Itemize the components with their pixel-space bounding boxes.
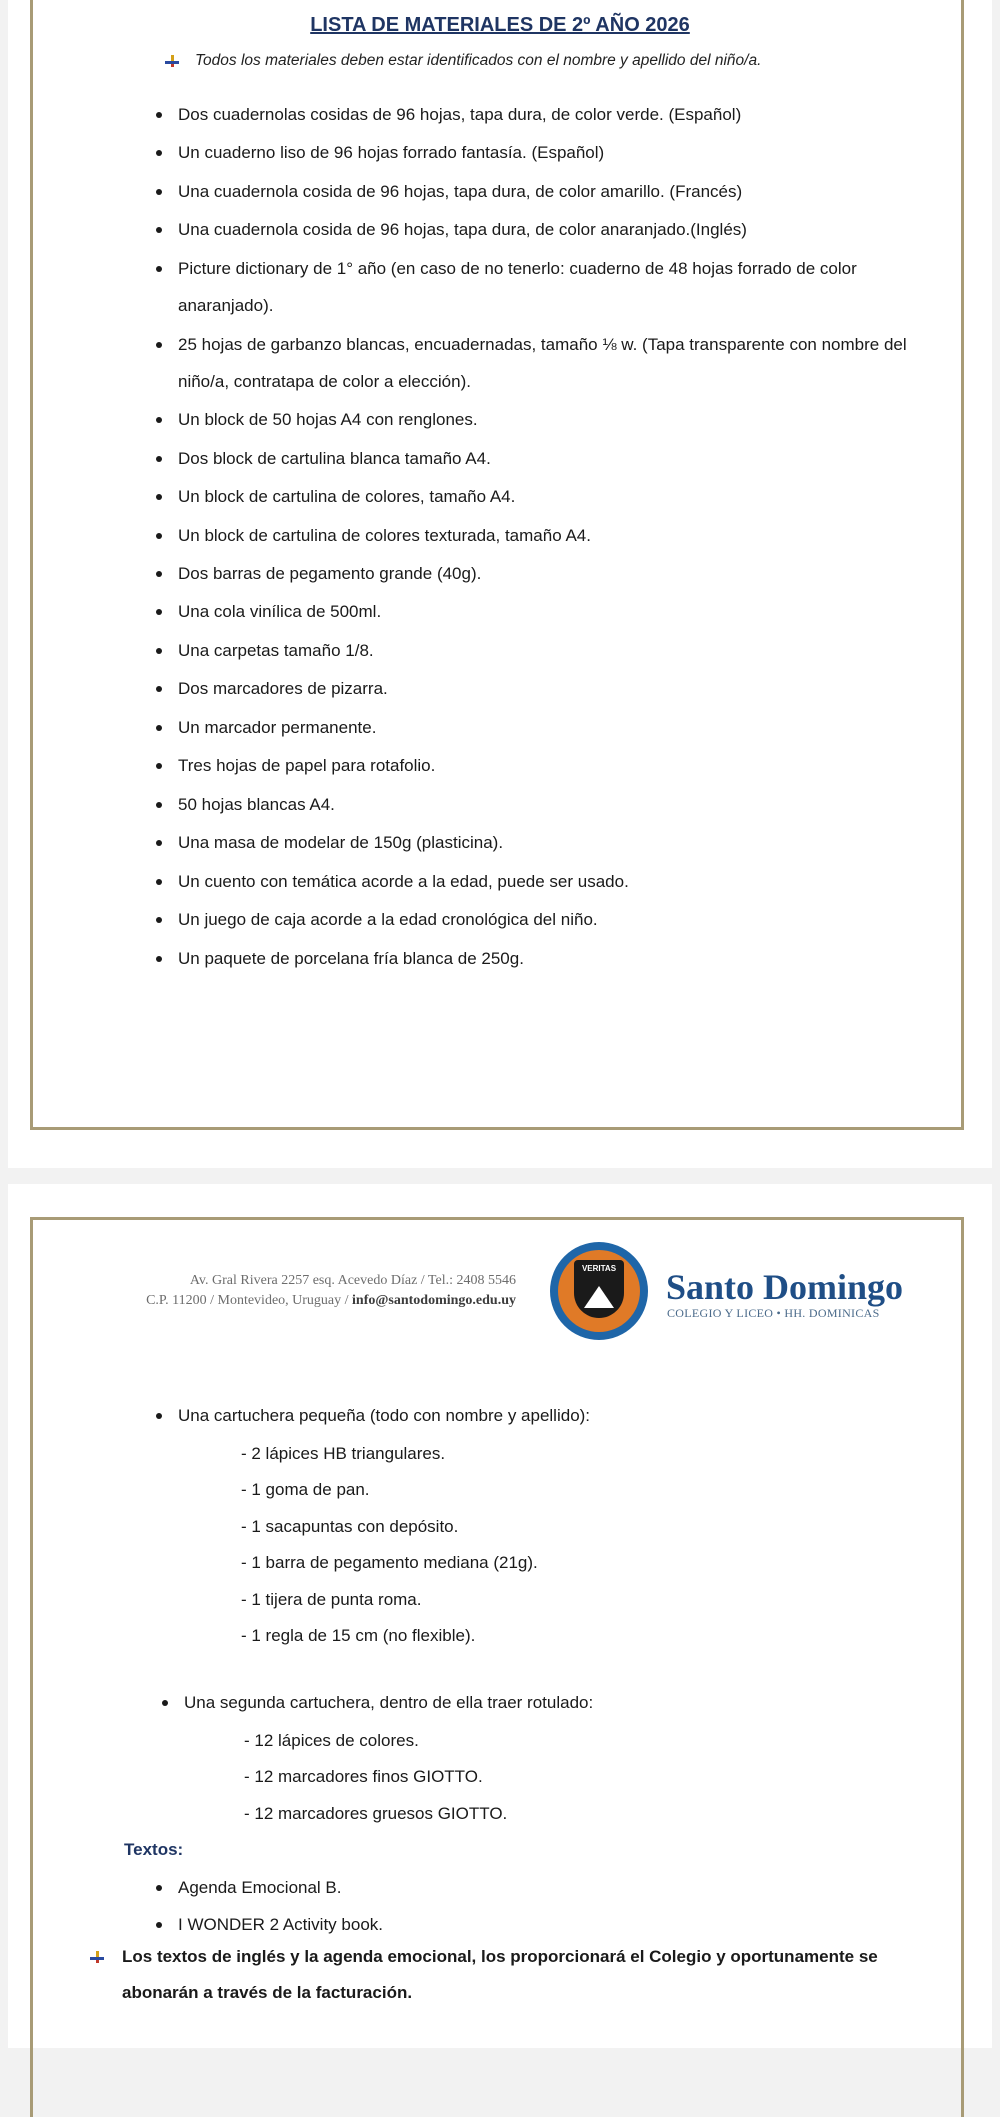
list-item: Un cuaderno liso de 96 hojas forrado fantasía. (Español): [178, 134, 604, 171]
sub-item: - 1 barra de pegamento mediana (21g).: [241, 1553, 538, 1572]
identification-note: [165, 52, 761, 70]
sub-item: - 12 marcadores finos GIOTTO.: [244, 1767, 483, 1786]
sub-item: - 1 regla de 15 cm (no flexible).: [241, 1626, 476, 1645]
list-item: Picture dictionary de 1° año (en caso de no tenerlo: cuaderno de 48 hojas forrado de color anaranjado).: [178, 250, 938, 324]
billing-note-line-2: abonarán a través de la facturación.: [122, 1983, 413, 2002]
list-item: 50 hojas blancas A4.: [178, 786, 335, 823]
list-item: Una masa de modelar de 150g (plasticina).: [178, 824, 503, 861]
page-title: LISTA DE MATERIALES DE 2º AÑO 2026: [310, 14, 690, 36]
billing-note-line-1: Los textos de inglés y la agenda emocional, los proporcionará el Colegio y oportunamente se: [122, 1947, 878, 1966]
address-line-2: C.P. 11200 / Montevideo, Uruguay / info@santodomingo.edu.uy: [146, 1293, 516, 1308]
list-item: Tres hojas de papel para rotafolio.: [178, 747, 435, 784]
list-item: Dos block de cartulina blanca tamaño A4.: [178, 440, 491, 477]
page-1: [8, 0, 992, 1168]
list-item: Un block de cartulina de colores, tamaño A4.: [178, 478, 515, 515]
list-item: Un juego de caja acorde a la edad cronológica del niño.: [178, 901, 598, 938]
note-text: Todos los materiales deben estar identificados con el nombre y apellido del niño/a.: [195, 52, 762, 69]
list-item: Un paquete de porcelana fría blanca de 250g.: [178, 940, 524, 977]
email-text: info@santodomingo.edu.uy: [352, 1293, 516, 1308]
list-item: Dos cuadernolas cosidas de 96 hojas, tapa dura, de color verde. (Español): [178, 96, 741, 133]
chevron-icon: [584, 1286, 614, 1308]
shield-icon: [574, 1260, 624, 1318]
list-item: Una cuadernola cosida de 96 hojas, tapa dura, de color anaranjado.(Inglés): [178, 211, 747, 248]
list-item: Un block de cartulina de colores texturada, tamaño A4.: [178, 517, 591, 554]
list-item: Dos marcadores de pizarra.: [178, 670, 388, 707]
list-item: Un marcador permanente.: [178, 709, 376, 746]
school-name: Santo Domingo: [666, 1267, 904, 1307]
cartuchera-1-label: Una cartuchera pequeña (todo con nombre y apellido):: [178, 1397, 590, 1434]
billing-note: [90, 1939, 910, 2011]
page-2: [8, 1184, 992, 2048]
school-subtitle: COLEGIO Y LICEO • HH. DOMINICAS: [667, 1306, 880, 1320]
sub-item: - 1 goma de pan.: [241, 1480, 370, 1499]
sub-item: - 2 lápices HB triangulares.: [241, 1444, 446, 1463]
cartuchera-2-label: Una segunda cartuchera, dentro de ella traer rotulado:: [184, 1684, 593, 1721]
address-line-1: Av. Gral Rivera 2257 esq. Acevedo Díaz / Tel.: 2408 5546: [189, 1273, 516, 1288]
list-item: I WONDER 2 Activity book.: [178, 1906, 383, 1943]
list-item: Una cola vinílica de 500ml.: [178, 593, 381, 630]
sub-item: - 1 tijera de punta roma.: [241, 1590, 422, 1609]
sub-item: - 12 marcadores gruesos GIOTTO.: [244, 1804, 508, 1823]
list-item: 25 hojas de garbanzo blancas, encuadernadas, tamaño ⅛ w. (Tapa transparente con nombre del niño/a, contratapa de color a elección).: [178, 326, 938, 400]
textos-heading: Textos:: [124, 1840, 184, 1859]
sub-item: - 1 sacapuntas con depósito.: [241, 1517, 459, 1536]
school-address: [146, 1271, 516, 1311]
list-item: Una carpetas tamaño 1/8.: [178, 632, 374, 669]
list-item: Una cuadernola cosida de 96 hojas, tapa dura, de color amarillo. (Francés): [178, 173, 742, 210]
arrow-bullet-icon: [165, 55, 179, 67]
list-item: Agenda Emocional B.: [178, 1869, 342, 1906]
arrow-bullet-icon: [90, 1951, 104, 1963]
list-item: Un cuento con temática acorde a la edad, puede ser usado.: [178, 863, 629, 900]
logo-motto: VERITAS: [581, 1264, 617, 1273]
list-item: Un block de 50 hojas A4 con renglones.: [178, 401, 478, 438]
school-logo: [550, 1242, 648, 1340]
sub-item: - 12 lápices de colores.: [244, 1731, 419, 1750]
list-item: Dos barras de pegamento grande (40g).: [178, 555, 481, 592]
